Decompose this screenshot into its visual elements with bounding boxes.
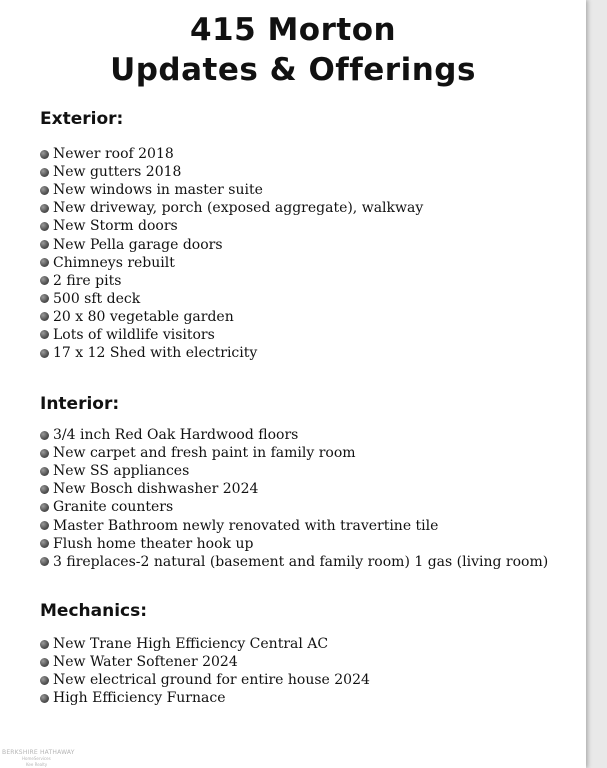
watermark-subbrand: HomeServices — [22, 756, 51, 761]
bullet-icon — [40, 258, 49, 267]
list-item — [40, 689, 370, 707]
list-item — [40, 326, 423, 344]
watermark-brand: BERKSHIRE HATHAWAY — [2, 749, 75, 756]
bullet-icon — [40, 431, 49, 440]
list-item-text: Flush home theater hook up — [53, 535, 254, 552]
page-title-address: 415 Morton — [189, 12, 397, 48]
list-item — [40, 181, 423, 199]
list-item — [40, 444, 548, 462]
list-item — [40, 217, 423, 235]
list-item-text: Chimneys rebuilt — [53, 254, 175, 271]
list-item-text: New windows in master suite — [53, 182, 263, 199]
page-title-subtitle: Updates & Offerings — [110, 52, 476, 88]
bullet-icon — [40, 557, 49, 566]
bullet-icon — [40, 168, 49, 177]
list-item-text: New electrical ground for entire house 2024 — [53, 672, 370, 689]
interior-list — [40, 426, 548, 571]
bullet-icon — [40, 349, 49, 358]
list-item — [40, 199, 423, 217]
list-item — [40, 254, 423, 272]
bullet-icon — [40, 276, 49, 285]
list-item — [40, 653, 370, 671]
bullet-icon — [40, 150, 49, 159]
bullet-icon — [40, 186, 49, 195]
list-item-text: Lots of wildlife visitors — [53, 326, 215, 343]
list-item-text: New gutters 2018 — [53, 164, 182, 181]
list-item-text: 20 x 80 vegetable garden — [53, 308, 234, 325]
list-item — [40, 480, 548, 498]
section-heading-mechanics: Mechanics: — [40, 601, 148, 621]
section-heading-exterior: Exterior: — [40, 109, 124, 129]
list-item — [40, 145, 423, 163]
bullet-icon — [40, 640, 49, 649]
section-heading-interior: Interior: — [40, 394, 120, 414]
bullet-icon — [40, 658, 49, 667]
list-item — [40, 308, 423, 326]
watermark-office: Kee Realty — [26, 762, 48, 767]
list-item — [40, 290, 423, 308]
bullet-icon — [40, 294, 49, 303]
list-item — [40, 426, 548, 444]
exterior-list — [40, 145, 423, 362]
list-item-text: 17 x 12 Shed with electricity — [53, 345, 258, 362]
bullet-icon — [40, 676, 49, 685]
list-item-text: High Efficiency Furnace — [53, 690, 226, 707]
list-item — [40, 235, 423, 253]
list-item-text: Newer roof 2018 — [53, 146, 174, 163]
list-item-text: 3 fireplaces-2 natural (basement and family room) 1 gas (living room) — [53, 553, 549, 570]
bullet-icon — [40, 449, 49, 458]
list-item — [40, 163, 423, 181]
bullet-icon — [40, 204, 49, 213]
list-item-text: 3/4 inch Red Oak Hardwood floors — [53, 427, 299, 444]
bullet-icon — [40, 694, 49, 703]
list-item — [40, 516, 548, 534]
list-item-text: New driveway, porch (exposed aggregate), walkway — [53, 200, 424, 217]
bullet-icon — [40, 485, 49, 494]
bullet-icon — [40, 539, 49, 548]
bullet-icon — [40, 467, 49, 476]
bullet-icon — [40, 521, 49, 530]
list-item — [40, 671, 370, 689]
list-item — [40, 272, 423, 290]
list-item-text: New carpet and fresh paint in family room — [53, 445, 356, 462]
list-item — [40, 498, 548, 516]
mechanics-list — [40, 635, 370, 707]
list-item-text: New SS appliances — [53, 463, 190, 480]
list-item — [40, 635, 370, 653]
list-item-text: 500 sft deck — [53, 290, 141, 307]
list-item-text: 2 fire pits — [53, 272, 122, 289]
list-item-text: New Storm doors — [53, 218, 178, 235]
list-item — [40, 535, 548, 553]
list-item — [40, 344, 423, 362]
bullet-icon — [40, 240, 49, 249]
list-item-text: New Bosch dishwasher 2024 — [53, 481, 259, 498]
list-item-text: New Pella garage doors — [53, 236, 223, 253]
list-item-text: Master Bathroom newly renovated with travertine tile — [53, 517, 439, 534]
bullet-icon — [40, 222, 49, 231]
list-item-text: New Trane High Efficiency Central AC — [53, 636, 329, 653]
list-item-text: Granite counters — [53, 499, 174, 516]
bullet-icon — [40, 330, 49, 339]
bullet-icon — [40, 312, 49, 321]
brokerage-watermark — [2, 750, 75, 768]
list-item — [40, 553, 548, 571]
list-item-text: New Water Softener 2024 — [53, 654, 238, 671]
bullet-icon — [40, 503, 49, 512]
list-item — [40, 462, 548, 480]
